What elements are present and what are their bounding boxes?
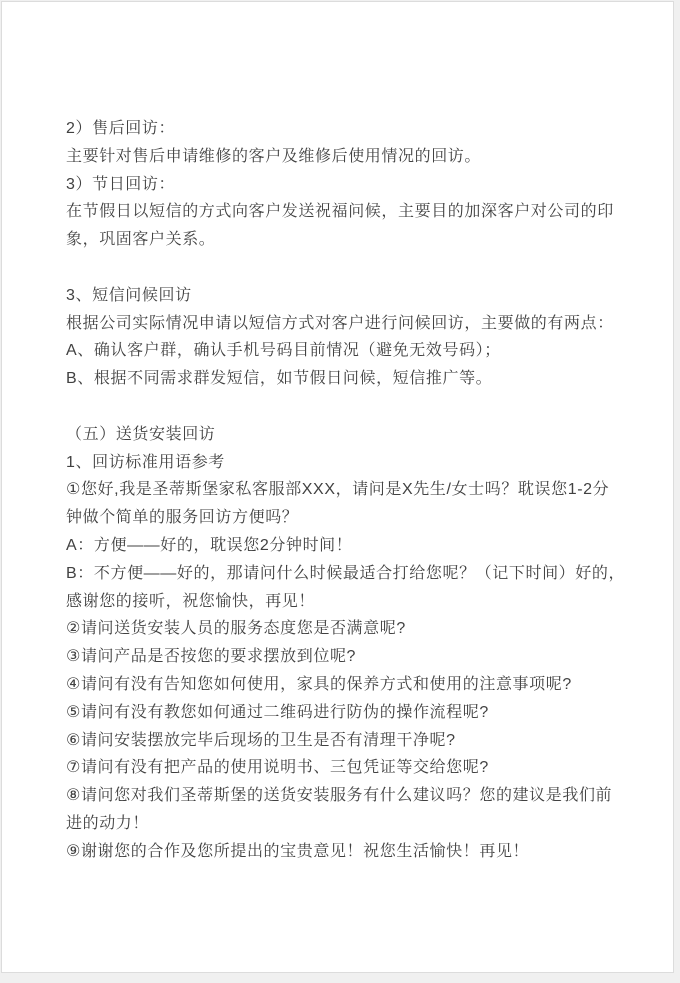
blank-line <box>66 254 625 282</box>
text-line: A：方便——好的，耽误您2分钟时间！ <box>66 536 353 554</box>
blank-line <box>66 393 625 421</box>
document-page <box>1 1 674 973</box>
text-line: ⑨谢谢您的合作及您所提出的宝贵意见！祝您生活愉快！再见！ <box>66 842 530 860</box>
text-line: ④请问有没有告知您如何使用，家具的保养方式和使用的注意事项呢? <box>66 675 572 693</box>
text-line: 1、回访标准用语参考 <box>66 453 225 471</box>
text-line: 根据公司实际情况申请以短信方式对客户进行问候回访，主要做的有两点： <box>66 314 614 332</box>
text-line: A、确认客户群，确认手机号码目前情况（避免无效号码）； <box>66 342 501 360</box>
text-line: ⑦请问有没有把产品的使用说明书、三包凭证等交给您呢? <box>66 759 489 777</box>
text-line: ③请问产品是否按您的要求摆放到位呢? <box>66 648 357 666</box>
text-line: ⑧请问您对我们圣蒂斯堡的送货安装服务有什么建议吗？您的建议是我们前 <box>66 787 613 805</box>
text-line: （五）送货安装回访 <box>66 425 216 443</box>
text-line: 主要针对售后申请维修的客户及维修后使用情况的回访。 <box>66 147 482 165</box>
text-line: 在节假日以短信的方式向客户发送祝福问候，主要目的加深客户对公司的印 <box>66 203 614 221</box>
text-line: 感谢您的接听，祝您愉快，再见！ <box>66 592 316 610</box>
text-line: 3）节日回访： <box>66 175 176 193</box>
text-line: ①您好,我是圣蒂斯堡家私客服部XXX，请问是X先生/女士吗？耽误您1-2分 <box>66 481 610 499</box>
text-line: 3、短信问候回访 <box>66 286 192 304</box>
text-line: 进的动力！ <box>66 814 150 832</box>
text-line: 象，巩固客户关系。 <box>66 231 216 249</box>
text-line: ⑤请问有没有教您如何通过二维码进行防伪的操作流程呢? <box>66 703 489 721</box>
text-line: 钟做个简单的服务回访方便吗？ <box>66 509 299 527</box>
text-line: B：不方便——好的，那请问什么时候最适合打给您呢？（记下时间）好的， <box>66 564 626 582</box>
text-line: ②请问送货安装人员的服务态度您是否满意呢? <box>66 620 406 638</box>
document-text <box>66 115 625 866</box>
text-line: B、根据不同需求群发短信，如节假日问候，短信推广等。 <box>66 370 493 388</box>
text-line: ⑥请问安装摆放完毕后现场的卫生是否有清理干净呢? <box>66 731 456 749</box>
text-line: 2）售后回访： <box>66 120 176 137</box>
